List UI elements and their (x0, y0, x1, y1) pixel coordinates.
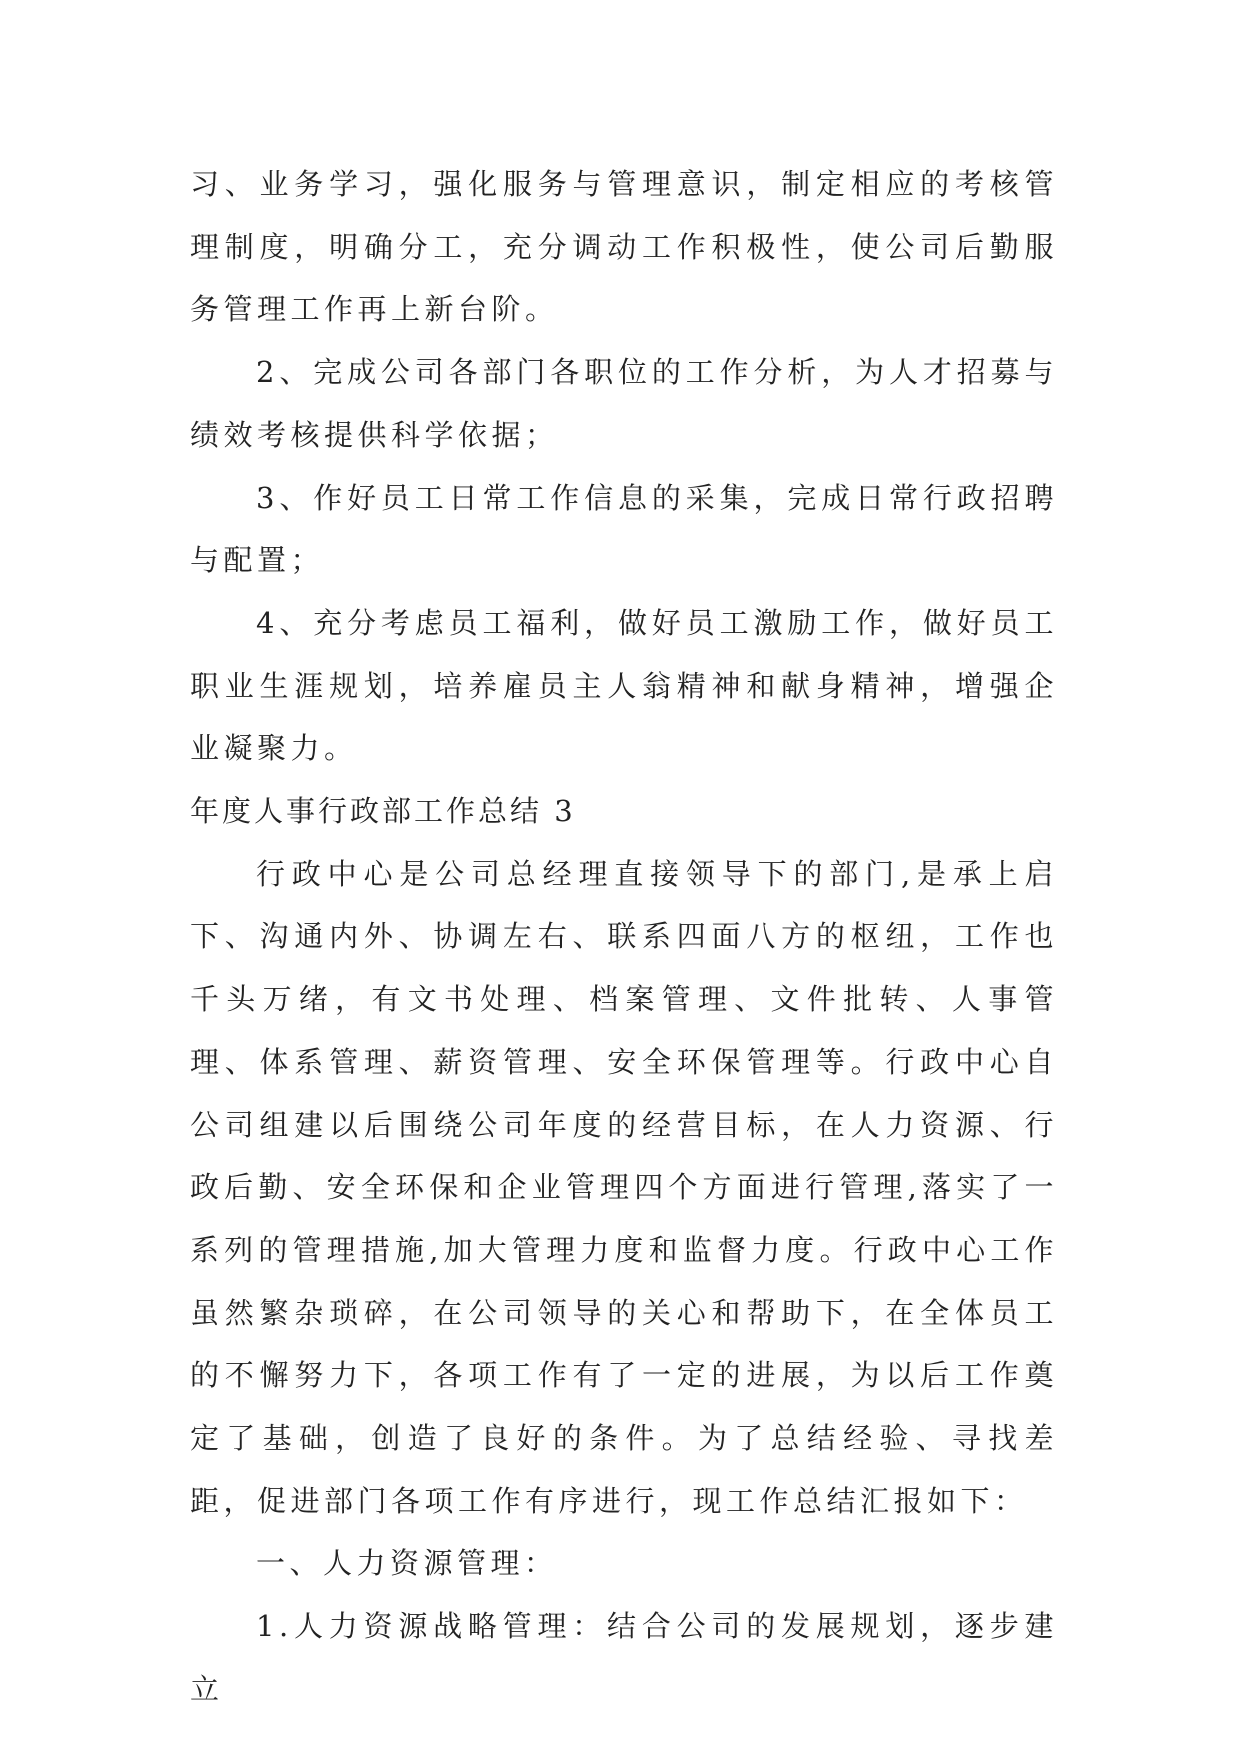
paragraph-sub-heading: 一、人力资源管理： (256, 1546, 558, 1581)
document-page (190, 153, 1058, 1721)
paragraph-item-2: 2、完成公司各部门各职位的工作分析，为人才招募与绩效考核提供科学依据； (190, 355, 1058, 452)
paragraph-continued: 习、业务学习，强化服务与管理意识，制定相应的考核管理制度，明确分工，充分调动工作积极性，使公司后勤服务管理工作再上新台阶。 (190, 167, 1058, 327)
paragraph-item-4: 4、充分考虑员工福利，做好员工激励工作，做好员工职业生涯规划，培养雇员主人翁精神和献身精神，增强企业凝聚力。 (190, 605, 1058, 766)
paragraph-intro: 行政中心是公司总经理直接领导下的部门,是承上启下、沟通内外、协调左右、联系四面八方的枢纽，工作也千头万绪，有文书处理、档案管理、文件批转、人事管理、体系管理、薪资管理、安全环保管理等。行政中心自公司组建以后围绕公司年度的经营目标，在人力资源、行政后勤、安全环保和企业管理四个方面进行管理,落实了一系列的管理措施,加大管理力度和监督力度。行政中心工作虽然繁杂琐碎，在公司领导的关心和帮助下，在全体员工的不懈努力下，各项工作有了一定的进展，为以后工作奠定了基础，创造了良好的条件。为了总结经验、寻找差距，促进部门各项工作有序进行，现工作总结汇报如下： (190, 856, 1058, 1518)
paragraph-item-3: 3、作好员工日常工作信息的采集，完成日常行政招聘与配置； (190, 480, 1058, 578)
section-heading: 年度人事行政部工作总结 3 (190, 794, 576, 829)
paragraph-hr-1: 1.人力资源战略管理：结合公司的发展规划，逐步建立 (190, 1609, 1058, 1706)
